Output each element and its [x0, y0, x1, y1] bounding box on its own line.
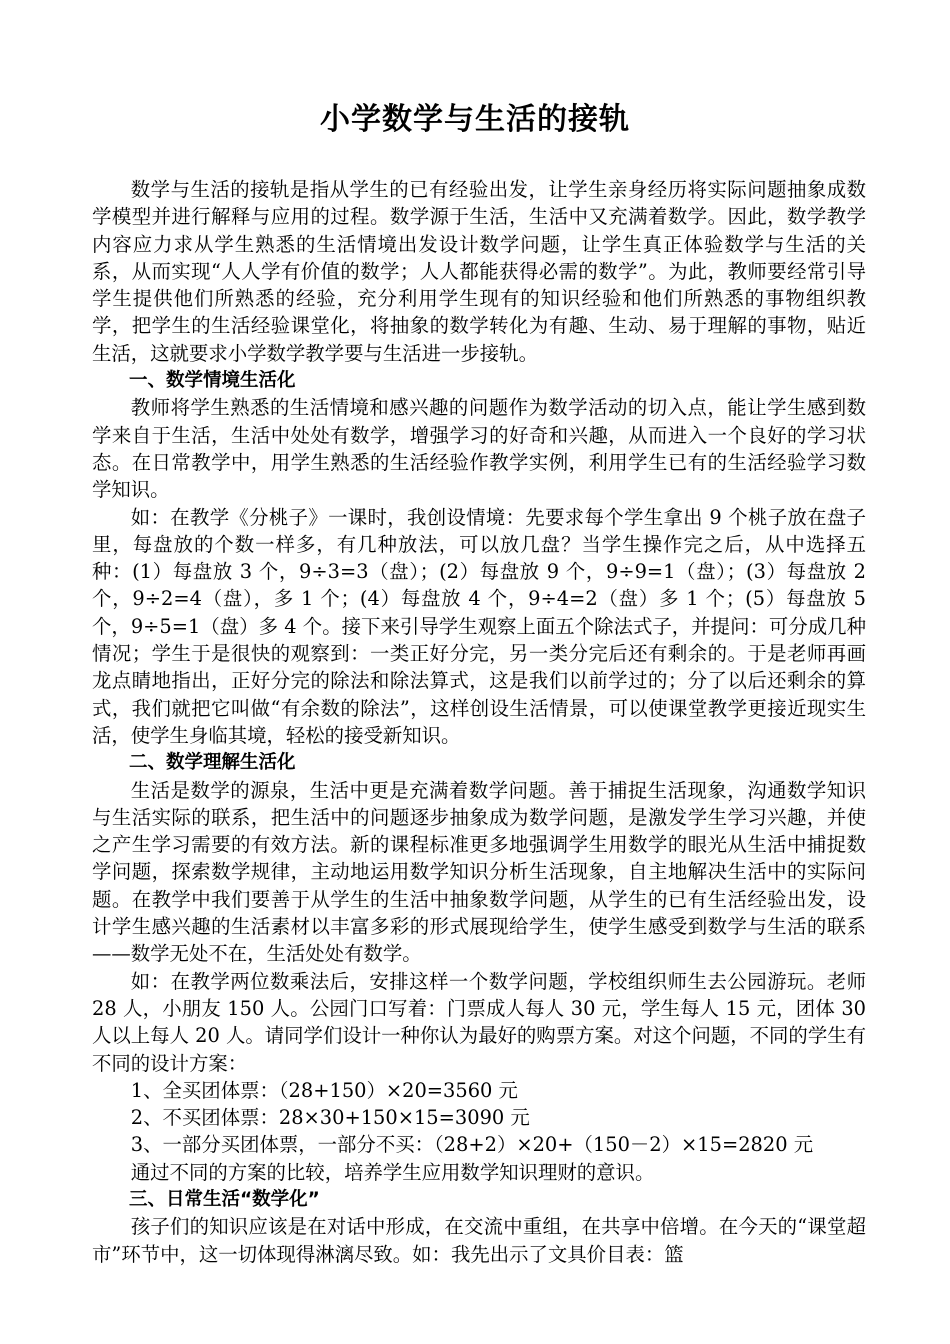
plan-item-1: 1、全买团体票：（28+150）×20=3560 元 [130, 1078, 518, 1102]
plan-item-3: 3、一部分买团体票，一部分不买：（28+2）×20+（150－2）×15=2820 元 [130, 1133, 814, 1157]
section-heading-2: 二、数学理解生活化 [129, 752, 296, 774]
section-heading-1: 一、数学情境生活化 [129, 370, 296, 392]
intro-paragraph: 数学与生活的接轨是指从学生的已有经验出发，让学生亲身经历将实际问题抽象成数学模型并进行解释与应用的过程。数学源于生活，生活中又充满着数学。因此，数学教学内容应力求从学生熟悉的生活情境出发设计数学问题，让学生真正体验数学与生活的关系，从而实现“人人学有价值的数学；人人都能获得必需的数学”。为此，教师要经常引导学生提供他们所熟悉的经验，充分利用学生现有的知识经验和他们所熟悉的事物组织教学，把学生的生活经验课堂化，将抽象的数学转化为有趣、生动、易于理解的事物，贴近生活，这就要求小学数学教学要与生活进一步接轨。 [92, 178, 866, 365]
section-2-paragraph-3: 通过不同的方案的比较，培养学生应用数学知识理财的意识。 [130, 1160, 655, 1184]
section-3-paragraph-1: 孩子们的知识应该是在对话中形成，在交流中重组，在共享中倍增。在今天的“课堂超市”环节中，这一切体现得淋漓尽致。如：我先出示了文具价目表：篮 [92, 1215, 866, 1266]
document-body [92, 176, 866, 1268]
section-1-paragraph-1: 教师将学生熟悉的生活情境和感兴趣的问题作为数学活动的切入点，能让学生感到数学来自于生活，生活中处处有数学，增强学习的好奇和兴趣，从而进入一个良好的学习状态。在日常教学中，用学生熟悉的生活经验作教学实例，利用学生已有的生活经验学习数学知识。 [92, 396, 866, 502]
section-heading-3: 三、日常生活“数学化” [129, 1188, 320, 1210]
section-2-paragraph-2: 如：在教学两位数乘法后，安排这样一个数学问题，学校组织师生去公园游玩。老师 28 人，小朋友 150 人。公园门口写着：门票成人每人 30 元，学生每人 15 元，团体 30 人以上每人 20 人。请同学们设计一种你认为最好的购票方案。对这个问题，不同的学生有不同的设计方案： [92, 969, 866, 1075]
section-1-paragraph-2: 如：在教学《分桃子》一课时，我创设情境：先要求每个学生拿出 9 个桃子放在盘子里，每盘放的个数一样多，有几种放法，可以放几盘？当学生操作完之后，从中选择五种：(1）每盘放 3 个，9÷3=3（盘）；(2）每盘放 9 个，9÷9=1（盘）；(3）每盘放 2 个，9÷2=4（盘），多 1 个；(4）每盘放 4 个，9÷4=2（盘）多 1 个；(5）每盘放 5 个，9÷5=1（盘）多 4 个。接下来引导学生观察上面五个除法式子，并提问：可分成几种情况；学生于是很快的观察到：一类正好分完，另一类分完后还有剩余的。于是老师再画龙点睛地指出，正好分完的除法和除法算式，这是我们以前学过的；分了以后还剩余的算式，我们就把它叫做“有余数的除法”，这样创设生活情景，可以使课堂教学更接近现实生活，使学生身临其境，轻松的接受新知识。 [92, 505, 866, 747]
document-title: 小学数学与生活的接轨 [320, 102, 630, 137]
plan-item-2: 2、不买团体票：28×30+150×15=3090 元 [130, 1106, 530, 1130]
section-2-paragraph-1: 生活是数学的源泉，生活中更是充满着数学问题。善于捕捉生活现象，沟通数学知识与生活实际的联系，把生活中的问题逐步抽象成为数学问题，是激发学生学习兴趣，并使之产生学习需要的有效方法。新的课程标准更多地强调学生用数学的眼光从生活中捕捉数学问题，探索数学规律，主动地运用数学知识分析生活现象，自主地解决生活中的实际问题。在教学中我们要善于从学生的生活中抽象数学问题，从学生的已有生活经验出发，设计学生感兴趣的生活素材以丰富多彩的形式展现给学生，使学生感受到数学与生活的联系——数学无处不在，生活处处有数学。 [92, 778, 866, 966]
